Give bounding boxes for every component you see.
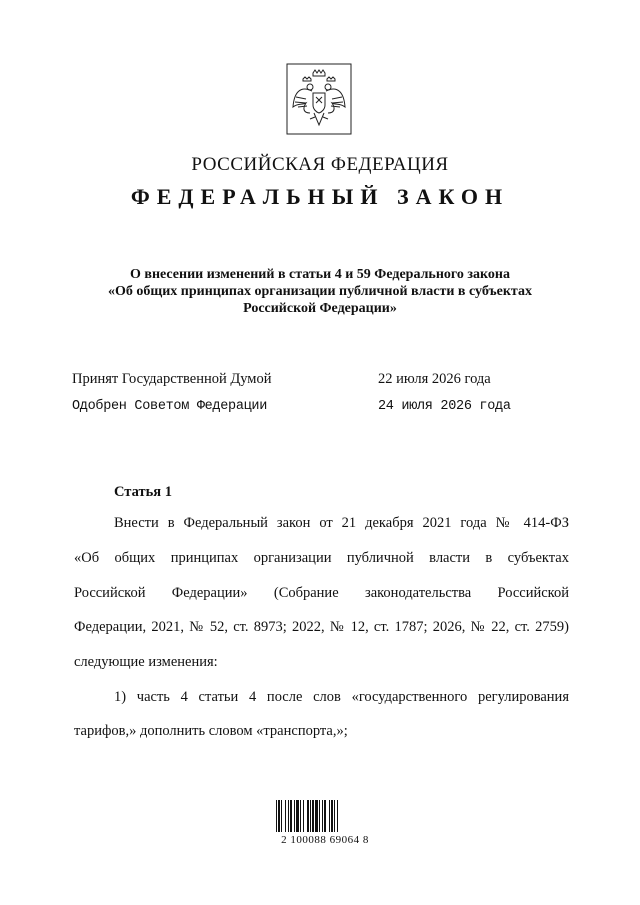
law-title [60, 266, 580, 317]
article-text-line: Внести в Федеральный закон от 21 декабря 2021 года № 414-ФЗ [114, 515, 569, 531]
article-text-line: «Об общих принципах организации публичной власти в субъектах [74, 550, 569, 566]
council-label: Одобрен Советом Федерации [72, 399, 268, 414]
article-text-line: следующие изменения: [74, 654, 218, 670]
russian-coat-of-arms-icon [286, 63, 352, 135]
law-title-line: О внесении изменений в статьи 4 и 59 Федерального закона [130, 267, 510, 282]
article-text-line: Федерации, 2021, № 52, ст. 8973; 2022, № 12, ст. 1787; 2026, № 22, ст. 2759) [74, 619, 569, 635]
document-type: ФЕДЕРАЛЬНЫЙ ЗАКОН [130, 184, 510, 209]
duma-label: Принят Государственной Думой [72, 371, 272, 387]
law-title-line: Российской Федерации» [243, 301, 397, 316]
barcode-number: 2 100088 69064 8 [281, 834, 369, 846]
article-text-line: тарифов,» дополнить словом «транспорта,»; [74, 723, 348, 739]
article-text-line: Российской Федерации» (Собрание законодательства Российской [74, 585, 569, 601]
duma-date: 22 июля 2026 года [378, 371, 491, 387]
article-heading: Статья 1 [114, 484, 172, 500]
law-title-line: «Об общих принципах организации публичной власти в субъектах [108, 284, 532, 299]
country-name: РОССИЙСКАЯ ФЕДЕРАЦИЯ [191, 154, 449, 175]
council-date: 24 июля 2026 года [378, 399, 511, 414]
article-text-line: 1) часть 4 статьи 4 после слов «государственного регулирования [114, 689, 569, 705]
